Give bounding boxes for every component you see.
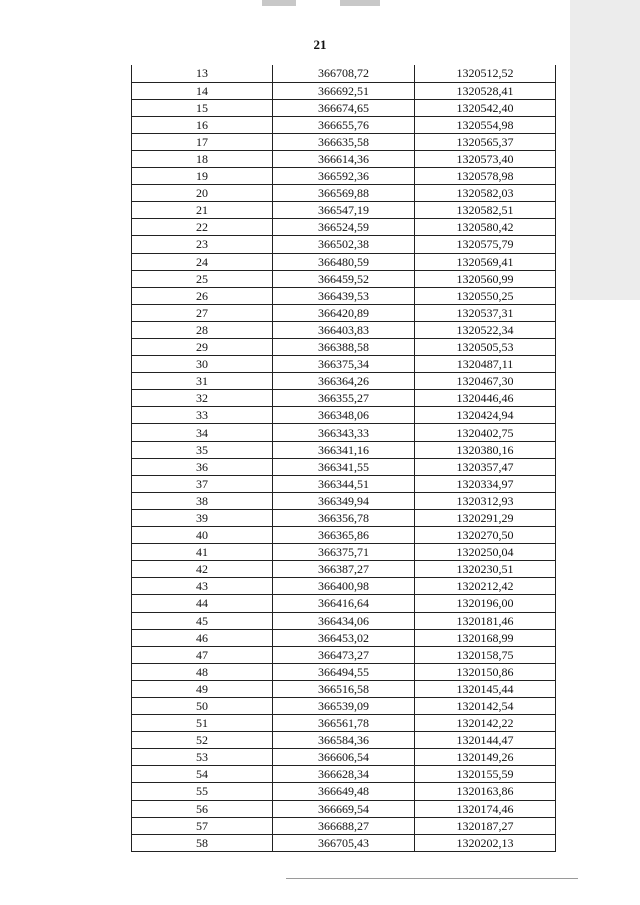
table-row — [132, 680, 556, 697]
point-number-cell: 54 — [132, 766, 273, 783]
point-number-cell: 56 — [132, 800, 273, 817]
point-number-cell: 53 — [132, 749, 273, 766]
x-coordinate-cell: 366606,54 — [273, 749, 415, 766]
y-coordinate-cell: 1320174,46 — [415, 800, 556, 817]
point-number-cell: 28 — [132, 321, 273, 338]
point-number-cell: 18 — [132, 150, 273, 167]
table-row — [132, 202, 556, 219]
table-row — [132, 82, 556, 99]
point-number-cell: 40 — [132, 527, 273, 544]
coordinates-table-body — [132, 65, 556, 851]
x-coordinate-cell: 366343,33 — [273, 424, 415, 441]
y-coordinate-cell: 1320168,99 — [415, 629, 556, 646]
y-coordinate-cell: 1320424,94 — [415, 407, 556, 424]
table-row — [132, 834, 556, 851]
point-number-cell: 52 — [132, 732, 273, 749]
table-row — [132, 595, 556, 612]
x-coordinate-cell: 366688,27 — [273, 817, 415, 834]
point-number-cell: 49 — [132, 680, 273, 697]
point-number-cell: 38 — [132, 492, 273, 509]
table-row — [132, 150, 556, 167]
table-row — [132, 356, 556, 373]
x-coordinate-cell: 366502,38 — [273, 236, 415, 253]
x-coordinate-cell: 366403,83 — [273, 321, 415, 338]
coordinates-table — [131, 65, 556, 852]
y-coordinate-cell: 1320575,79 — [415, 236, 556, 253]
point-number-cell: 23 — [132, 236, 273, 253]
table-row — [132, 321, 556, 338]
point-number-cell: 21 — [132, 202, 273, 219]
y-coordinate-cell: 1320150,86 — [415, 663, 556, 680]
y-coordinate-cell: 1320565,37 — [415, 133, 556, 150]
table-row — [132, 544, 556, 561]
point-number-cell: 35 — [132, 441, 273, 458]
y-coordinate-cell: 1320505,53 — [415, 339, 556, 356]
table-row — [132, 629, 556, 646]
point-number-cell: 37 — [132, 475, 273, 492]
y-coordinate-cell: 1320487,11 — [415, 356, 556, 373]
point-number-cell: 39 — [132, 509, 273, 526]
page-number: 21 — [313, 37, 327, 52]
table-row — [132, 407, 556, 424]
y-coordinate-cell: 1320542,40 — [415, 99, 556, 116]
point-number-cell: 51 — [132, 715, 273, 732]
y-coordinate-cell: 1320560,99 — [415, 270, 556, 287]
y-coordinate-cell: 1320554,98 — [415, 116, 556, 133]
scan-noise — [570, 0, 640, 300]
x-coordinate-cell: 366348,06 — [273, 407, 415, 424]
y-coordinate-cell: 1320158,75 — [415, 646, 556, 663]
point-number-cell: 47 — [132, 646, 273, 663]
point-number-cell: 42 — [132, 561, 273, 578]
x-coordinate-cell: 366388,58 — [273, 339, 415, 356]
table-row — [132, 219, 556, 236]
x-coordinate-cell: 366365,86 — [273, 527, 415, 544]
table-row — [132, 390, 556, 407]
y-coordinate-cell: 1320187,27 — [415, 817, 556, 834]
x-coordinate-cell: 366387,27 — [273, 561, 415, 578]
point-number-cell: 14 — [132, 82, 273, 99]
y-coordinate-cell: 1320142,54 — [415, 697, 556, 714]
x-coordinate-cell: 366349,94 — [273, 492, 415, 509]
y-coordinate-cell: 1320270,50 — [415, 527, 556, 544]
x-coordinate-cell: 366539,09 — [273, 697, 415, 714]
point-number-cell: 55 — [132, 783, 273, 800]
y-coordinate-cell: 1320291,29 — [415, 509, 556, 526]
scan-artifact — [262, 0, 296, 6]
point-number-cell: 48 — [132, 663, 273, 680]
y-coordinate-cell: 1320196,00 — [415, 595, 556, 612]
y-coordinate-cell: 1320142,22 — [415, 715, 556, 732]
table-row — [132, 116, 556, 133]
x-coordinate-cell: 366459,52 — [273, 270, 415, 287]
table-row — [132, 168, 556, 185]
x-coordinate-cell: 366628,34 — [273, 766, 415, 783]
point-number-cell: 26 — [132, 287, 273, 304]
table-row — [132, 441, 556, 458]
x-coordinate-cell: 366705,43 — [273, 834, 415, 851]
y-coordinate-cell: 1320380,16 — [415, 441, 556, 458]
x-coordinate-cell: 366420,89 — [273, 304, 415, 321]
x-coordinate-cell: 366584,36 — [273, 732, 415, 749]
y-coordinate-cell: 1320573,40 — [415, 150, 556, 167]
table-row — [132, 766, 556, 783]
table-row — [132, 578, 556, 595]
x-coordinate-cell: 366355,27 — [273, 390, 415, 407]
y-coordinate-cell: 1320467,30 — [415, 373, 556, 390]
y-coordinate-cell: 1320145,44 — [415, 680, 556, 697]
table-row — [132, 561, 556, 578]
y-coordinate-cell: 1320312,93 — [415, 492, 556, 509]
table-row — [132, 236, 556, 253]
x-coordinate-cell: 366375,34 — [273, 356, 415, 373]
y-coordinate-cell: 1320537,31 — [415, 304, 556, 321]
point-number-cell: 34 — [132, 424, 273, 441]
table-row — [132, 270, 556, 287]
point-number-cell: 44 — [132, 595, 273, 612]
y-coordinate-cell: 1320334,97 — [415, 475, 556, 492]
x-coordinate-cell: 366341,16 — [273, 441, 415, 458]
x-coordinate-cell: 366375,71 — [273, 544, 415, 561]
x-coordinate-cell: 366494,55 — [273, 663, 415, 680]
point-number-cell: 31 — [132, 373, 273, 390]
y-coordinate-cell: 1320357,47 — [415, 458, 556, 475]
x-coordinate-cell: 366708,72 — [273, 65, 415, 82]
y-coordinate-cell: 1320155,59 — [415, 766, 556, 783]
table-row — [132, 492, 556, 509]
y-coordinate-cell: 1320202,13 — [415, 834, 556, 851]
point-number-cell: 58 — [132, 834, 273, 851]
point-number-cell: 50 — [132, 697, 273, 714]
x-coordinate-cell: 366439,53 — [273, 287, 415, 304]
x-coordinate-cell: 366434,06 — [273, 612, 415, 629]
y-coordinate-cell: 1320446,46 — [415, 390, 556, 407]
x-coordinate-cell: 366655,76 — [273, 116, 415, 133]
x-coordinate-cell: 366669,54 — [273, 800, 415, 817]
scan-artifact — [340, 0, 380, 6]
point-number-cell: 13 — [132, 65, 273, 82]
x-coordinate-cell: 366649,48 — [273, 783, 415, 800]
y-coordinate-cell: 1320522,34 — [415, 321, 556, 338]
y-coordinate-cell: 1320163,86 — [415, 783, 556, 800]
table-row — [132, 509, 556, 526]
table-row — [132, 475, 556, 492]
y-coordinate-cell: 1320149,26 — [415, 749, 556, 766]
table-row — [132, 783, 556, 800]
y-coordinate-cell: 1320402,75 — [415, 424, 556, 441]
y-coordinate-cell: 1320512,52 — [415, 65, 556, 82]
x-coordinate-cell: 366561,78 — [273, 715, 415, 732]
x-coordinate-cell: 366356,78 — [273, 509, 415, 526]
y-coordinate-cell: 1320528,41 — [415, 82, 556, 99]
table-row — [132, 663, 556, 680]
table-row — [132, 697, 556, 714]
table-row — [132, 732, 556, 749]
y-coordinate-cell: 1320250,04 — [415, 544, 556, 561]
table-row — [132, 817, 556, 834]
y-coordinate-cell: 1320582,51 — [415, 202, 556, 219]
point-number-cell: 22 — [132, 219, 273, 236]
point-number-cell: 15 — [132, 99, 273, 116]
y-coordinate-cell: 1320212,42 — [415, 578, 556, 595]
y-coordinate-cell: 1320181,46 — [415, 612, 556, 629]
point-number-cell: 27 — [132, 304, 273, 321]
point-number-cell: 46 — [132, 629, 273, 646]
y-coordinate-cell: 1320550,25 — [415, 287, 556, 304]
y-coordinate-cell: 1320230,51 — [415, 561, 556, 578]
x-coordinate-cell: 366341,55 — [273, 458, 415, 475]
table-row — [132, 749, 556, 766]
y-coordinate-cell: 1320578,98 — [415, 168, 556, 185]
point-number-cell: 17 — [132, 133, 273, 150]
x-coordinate-cell: 366453,02 — [273, 629, 415, 646]
table-row — [132, 339, 556, 356]
y-coordinate-cell: 1320144,47 — [415, 732, 556, 749]
x-coordinate-cell: 366416,64 — [273, 595, 415, 612]
table-row — [132, 458, 556, 475]
point-number-cell: 36 — [132, 458, 273, 475]
point-number-cell: 57 — [132, 817, 273, 834]
table-row — [132, 800, 556, 817]
point-number-cell: 41 — [132, 544, 273, 561]
point-number-cell: 19 — [132, 168, 273, 185]
point-number-cell: 20 — [132, 185, 273, 202]
x-coordinate-cell: 366592,36 — [273, 168, 415, 185]
table-row — [132, 424, 556, 441]
x-coordinate-cell: 366516,58 — [273, 680, 415, 697]
point-number-cell: 32 — [132, 390, 273, 407]
point-number-cell: 24 — [132, 253, 273, 270]
y-coordinate-cell: 1320582,03 — [415, 185, 556, 202]
x-coordinate-cell: 366480,59 — [273, 253, 415, 270]
table-row — [132, 715, 556, 732]
table-row — [132, 373, 556, 390]
table-row — [132, 133, 556, 150]
point-number-cell: 33 — [132, 407, 273, 424]
table-row — [132, 646, 556, 663]
table-row — [132, 612, 556, 629]
y-coordinate-cell: 1320569,41 — [415, 253, 556, 270]
point-number-cell: 30 — [132, 356, 273, 373]
point-number-cell: 29 — [132, 339, 273, 356]
x-coordinate-cell: 366614,36 — [273, 150, 415, 167]
x-coordinate-cell: 366674,65 — [273, 99, 415, 116]
table-row — [132, 99, 556, 116]
table-row — [132, 253, 556, 270]
x-coordinate-cell: 366547,19 — [273, 202, 415, 219]
y-coordinate-cell: 1320580,42 — [415, 219, 556, 236]
x-coordinate-cell: 366344,51 — [273, 475, 415, 492]
table-row — [132, 304, 556, 321]
x-coordinate-cell: 366364,26 — [273, 373, 415, 390]
table-row — [132, 185, 556, 202]
table-row — [132, 65, 556, 82]
point-number-cell: 16 — [132, 116, 273, 133]
x-coordinate-cell: 366473,27 — [273, 646, 415, 663]
point-number-cell: 43 — [132, 578, 273, 595]
x-coordinate-cell: 366635,58 — [273, 133, 415, 150]
x-coordinate-cell: 366400,98 — [273, 578, 415, 595]
x-coordinate-cell: 366524,59 — [273, 219, 415, 236]
point-number-cell: 45 — [132, 612, 273, 629]
x-coordinate-cell: 366569,88 — [273, 185, 415, 202]
table-row — [132, 527, 556, 544]
x-coordinate-cell: 366692,51 — [273, 82, 415, 99]
table-row — [132, 287, 556, 304]
point-number-cell: 25 — [132, 270, 273, 287]
scan-artifact-line — [286, 878, 578, 879]
